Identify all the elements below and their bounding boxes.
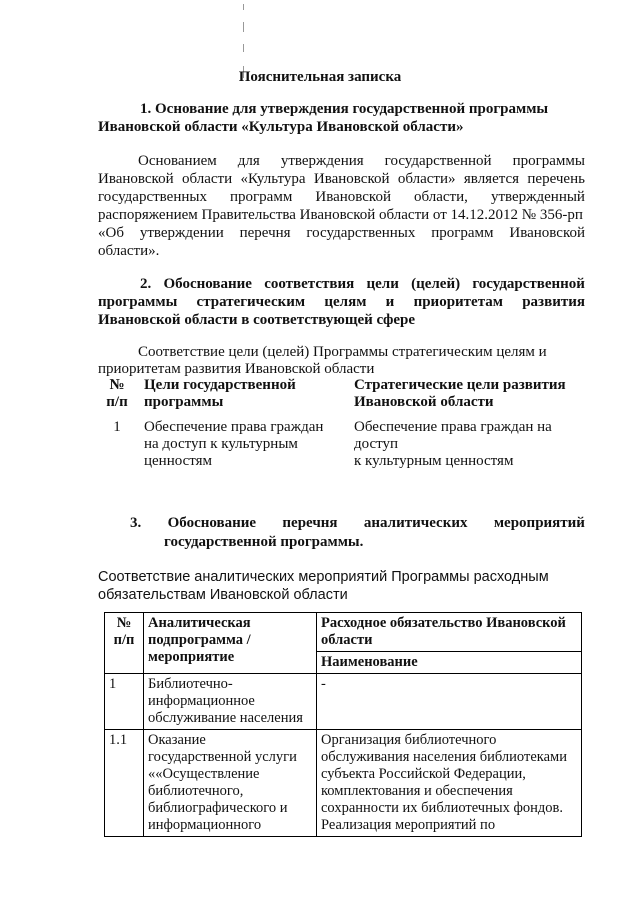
section-3-heading-line-2: государственной программы. (164, 534, 364, 550)
section-2-heading-line-1: 2. Обоснование соответствия цели (целей) государственной (140, 276, 585, 292)
table-row (98, 411, 598, 470)
row-program-goal: Обеспечение права граждан на доступ к культурным ценностям (144, 419, 324, 469)
header-number: № п/п (105, 613, 144, 674)
goals-table (98, 377, 598, 470)
section-1-heading-line-2: Ивановской области «Культура Ивановской области» (98, 119, 464, 135)
section-3-heading-line-1: 3. Обоснование перечня аналитических мероприятий (130, 515, 585, 531)
header-number: № п/п (106, 377, 128, 410)
header-subprogram: Аналитическая подпрограмма / мероприятие (144, 613, 317, 674)
activities-table (104, 612, 582, 837)
section-1-paragraph-line-5: «Об утверждении перечня государственных программ Ивановской (98, 225, 585, 241)
header-obligation: Расходное обязательство Ивановской области (317, 613, 582, 652)
row-obligation: Организация библиотечного обслуживания населения библиотеками субъекта Российской Федерации, комплектования и обеспечения сохранности их библиотечных фондов. Реализация мероприятий по (317, 730, 582, 837)
row-number: 1.1 (105, 730, 144, 837)
section-1-paragraph-line-3: государственных программ Ивановской области, утвержденный (98, 189, 585, 205)
header-strategic-goals: Стратегические цели развития Ивановской области (354, 377, 566, 410)
row-obligation: - (317, 674, 582, 730)
row-number: 1 (113, 419, 121, 435)
header-program-goals: Цели государственной программы (144, 377, 296, 410)
section-1-paragraph-line-6: области». (98, 243, 160, 259)
header-name: Наименование (317, 652, 582, 674)
section-1-paragraph-line-2: Ивановской области «Культура Ивановской области» является перечень (98, 171, 585, 187)
section-1-heading-line-1: 1. Основание для утверждения государственной программы (140, 101, 549, 117)
row-strategic-goal: Обеспечение права граждан на доступ к культурным ценностям (354, 419, 552, 469)
row-number: 1 (105, 674, 144, 730)
section-2-heading-line-2: программы стратегическим целям и приоритетам развития (98, 294, 585, 310)
section-1-paragraph-line-4: распоряжением Правительства Ивановской области от 14.12.2012 № 356-рп (98, 207, 583, 223)
table-row (105, 730, 582, 837)
table-header-row (105, 613, 582, 652)
row-subprogram: Оказание государственной услуги ««Осуществление библиотечного, библиографического и информационного (144, 730, 317, 837)
page-title: Пояснительная записка (238, 69, 402, 85)
table-header-row (98, 377, 598, 411)
scan-artifact (243, 0, 245, 80)
section-2-heading-line-3: Ивановской области в соответствующей сфере (98, 312, 416, 328)
row-subprogram: Библиотечно- информационное обслуживание населения (144, 674, 317, 730)
section-1-paragraph-line-1: Основанием для утверждения государственной программы (138, 153, 585, 169)
section-3-intro: Соответствие аналитических мероприятий Программы расходным обязательствам Ивановской области (98, 569, 549, 603)
section-2-intro-line-2: приоритетам развития Ивановской области (98, 361, 375, 377)
table-row (105, 674, 582, 730)
section-2-intro-line-1: Соответствие цели (целей) Программы стратегическим целям и (138, 344, 547, 360)
